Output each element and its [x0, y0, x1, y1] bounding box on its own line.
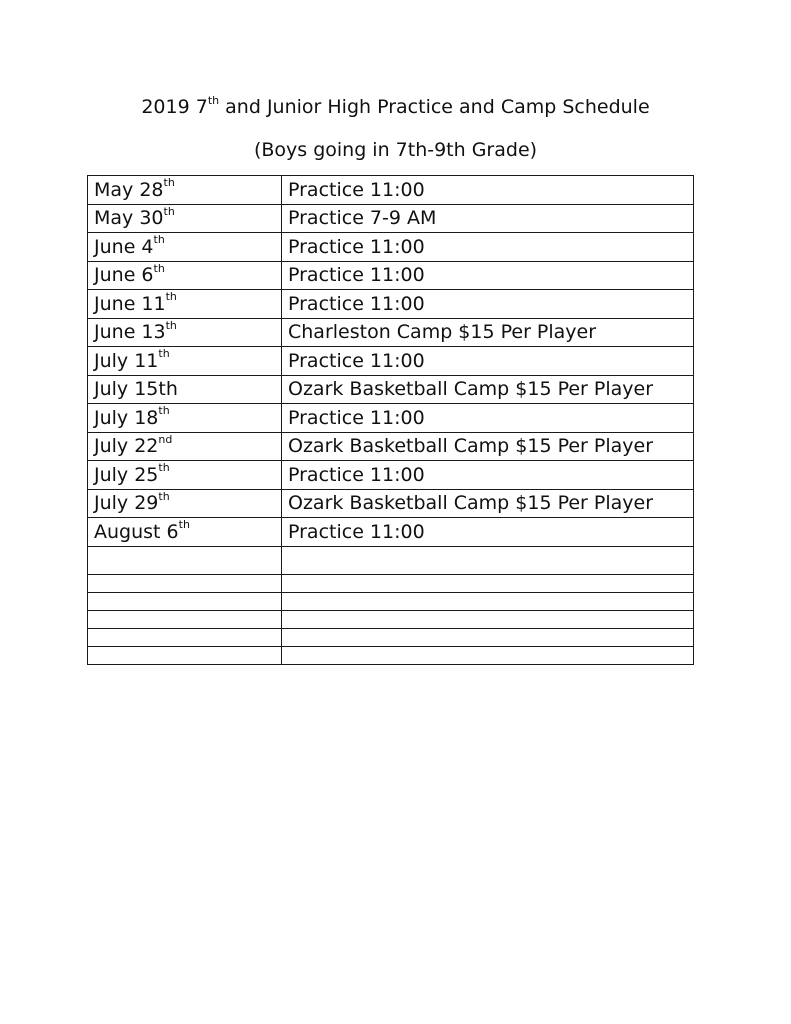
empty-date-cell — [88, 610, 282, 628]
empty-date-cell — [88, 592, 282, 610]
date-ordinal-superscript: th — [158, 489, 170, 503]
event-cell: Practice 11:00 — [282, 233, 694, 262]
table-row — [88, 176, 694, 205]
date-text: August 6 — [94, 520, 179, 543]
empty-date-cell — [88, 574, 282, 592]
event-cell: Practice 11:00 — [282, 518, 694, 547]
event-cell: Practice 7-9 AM — [282, 204, 694, 233]
date-cell — [88, 204, 282, 233]
date-text: July 11 — [94, 349, 159, 372]
title-prefix: 2019 7 — [141, 96, 208, 118]
empty-table-row — [88, 628, 694, 646]
schedule-table-body — [88, 176, 694, 665]
date-text: July 22 — [94, 435, 159, 458]
date-ordinal-superscript: th — [165, 290, 177, 304]
table-row — [88, 347, 694, 376]
table-row — [88, 404, 694, 433]
event-cell: Practice 11:00 — [282, 347, 694, 376]
date-cell — [88, 489, 282, 518]
date-cell — [88, 261, 282, 290]
date-text: July 25 — [94, 463, 159, 486]
date-cell — [88, 518, 282, 547]
title-rest: and Junior High Practice and Camp Schedule — [219, 96, 650, 118]
date-ordinal-superscript: th — [153, 233, 165, 247]
date-cell — [88, 290, 282, 319]
event-cell: Ozark Basketball Camp $15 Per Player — [282, 489, 694, 518]
date-cell — [88, 375, 282, 404]
empty-table-row — [88, 610, 694, 628]
empty-event-cell — [282, 610, 694, 628]
date-cell — [88, 233, 282, 262]
date-cell — [88, 432, 282, 461]
date-cell — [88, 176, 282, 205]
date-ordinal-superscript: th — [153, 261, 165, 275]
date-ordinal-superscript: th — [163, 176, 175, 190]
page-subtitle: (Boys going in 7th-9th Grade) — [253, 139, 538, 161]
empty-table-row — [88, 646, 694, 664]
date-text: June 11 — [94, 292, 166, 315]
table-row — [88, 318, 694, 347]
empty-event-cell — [282, 574, 694, 592]
table-row — [88, 261, 694, 290]
empty-event-cell — [282, 628, 694, 646]
date-text: June 13 — [94, 321, 166, 344]
page-title — [0, 95, 791, 119]
date-text: July 18 — [94, 406, 159, 429]
empty-event-cell — [282, 646, 694, 664]
date-ordinal-superscript: th — [158, 404, 170, 418]
empty-table-row — [88, 546, 694, 574]
date-text: May 30 — [94, 207, 164, 230]
empty-date-cell — [88, 628, 282, 646]
date-cell — [88, 461, 282, 490]
event-cell: Practice 11:00 — [282, 176, 694, 205]
date-text: July 15th — [94, 378, 178, 401]
table-row — [88, 233, 694, 262]
date-ordinal-superscript: th — [158, 461, 170, 475]
date-ordinal-superscript: th — [158, 347, 170, 361]
table-row — [88, 489, 694, 518]
empty-table-row — [88, 574, 694, 592]
event-cell: Practice 11:00 — [282, 461, 694, 490]
event-cell: Practice 11:00 — [282, 261, 694, 290]
date-ordinal-superscript: th — [178, 518, 190, 532]
date-text: May 28 — [94, 178, 164, 201]
date-cell — [88, 318, 282, 347]
table-row — [88, 375, 694, 404]
table-row — [88, 518, 694, 547]
title-prefix-superscript: th — [207, 93, 220, 107]
event-cell: Practice 11:00 — [282, 290, 694, 319]
table-row — [88, 461, 694, 490]
event-cell: Charleston Camp $15 Per Player — [282, 318, 694, 347]
date-text: July 29 — [94, 492, 159, 515]
date-ordinal-superscript: th — [163, 204, 175, 218]
empty-event-cell — [282, 592, 694, 610]
empty-date-cell — [88, 546, 282, 574]
event-cell: Ozark Basketball Camp $15 Per Player — [282, 375, 694, 404]
empty-date-cell — [88, 646, 282, 664]
date-text: June 4 — [94, 235, 154, 258]
table-row — [88, 290, 694, 319]
event-cell: Ozark Basketball Camp $15 Per Player — [282, 432, 694, 461]
date-cell — [88, 404, 282, 433]
date-cell — [88, 347, 282, 376]
date-text: June 6 — [94, 264, 154, 287]
table-row — [88, 204, 694, 233]
table-row — [88, 432, 694, 461]
event-cell: Practice 11:00 — [282, 404, 694, 433]
schedule-table — [87, 175, 694, 665]
empty-event-cell — [282, 546, 694, 574]
date-ordinal-superscript: nd — [158, 432, 173, 446]
date-ordinal-superscript: th — [165, 318, 177, 332]
empty-table-row — [88, 592, 694, 610]
